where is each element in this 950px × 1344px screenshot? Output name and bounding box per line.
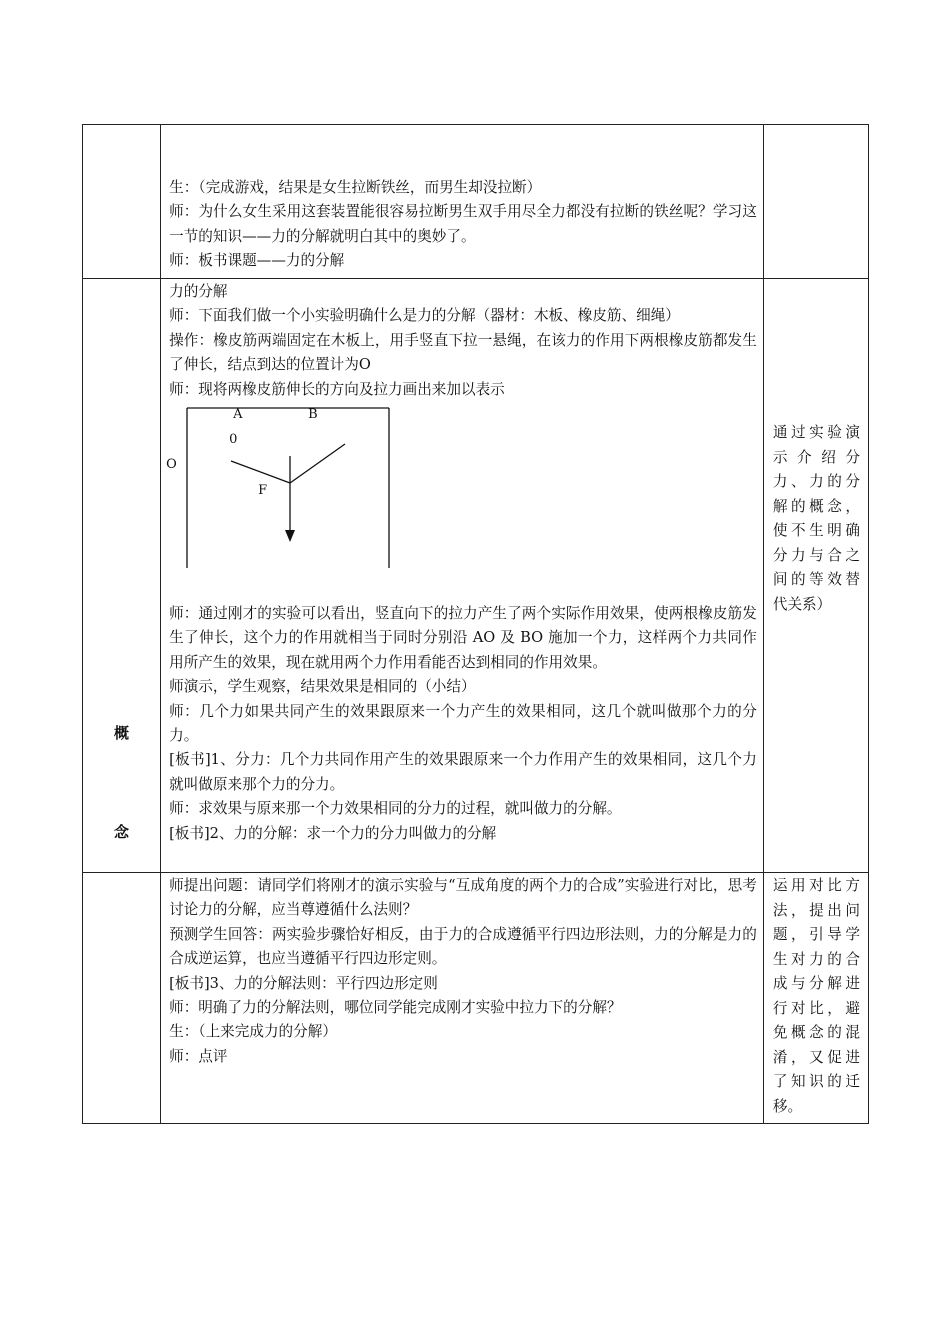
paragraph: 师：点评 [169, 1047, 228, 1065]
paragraph: [板书]1、分力：几个力共同作用产生的效果跟原来一个力作用产生的效果相同，这几个力就叫做原来那个力的分力。 [169, 751, 757, 793]
paragraph: 力的分解 [169, 283, 228, 300]
section-label-char: 概 [114, 724, 130, 742]
label-cell [83, 873, 161, 1124]
paragraph: 师提出问题：请同学们将刚才的演示实验与“互成角度的两个力的合成”实验进行对比，思考讨论力的分解，应当尊遵循什么法则？ [169, 877, 757, 919]
note-cell [763, 125, 868, 279]
content-cell [161, 873, 764, 1124]
paragraph: [板书]3、力的分解法则：平行四边形定则 [169, 974, 438, 992]
rubber-band-b [290, 444, 345, 483]
paragraph: 师：为什么女生采用这套装置能很容易拉断男生双手用尽全力都没有拉断的铁丝呢？学习这一节的知识——力的分解就明白其中的奥妙了。 [169, 203, 757, 245]
rubber-band-a [231, 461, 290, 483]
paragraph: 师演示，学生观察，结果效果是相同的（小结） [169, 678, 476, 696]
note-cell [763, 279, 868, 873]
paragraph: 预测学生回答：两实验步骤恰好相反，由于力的合成遵循平行四边形法则，力的分解是力的合成逆运算，也应当遵循平行四边形定则。 [169, 925, 757, 968]
label-a: A [233, 407, 243, 423]
paragraph: 师：下面我们做一个小实验明确什么是力的分解（器材：木板、橡皮筋、细绳） [169, 307, 680, 325]
force-diagram [157, 402, 457, 570]
label-node: 0 [229, 432, 238, 448]
label-o: O [166, 457, 177, 473]
label-cell [83, 279, 161, 873]
section-label-char: 念 [114, 823, 130, 841]
table-row [83, 279, 869, 873]
lesson-plan-table [82, 124, 869, 1124]
label-f: F [258, 483, 268, 499]
paragraph: 师：求效果与原来那一个力效果相同的分力的过程，就叫做力的分解。 [169, 800, 622, 818]
table-row [83, 125, 869, 279]
paragraph: [板书]2、力的分解：求一个力的分力叫做力的分解 [169, 824, 497, 842]
paragraph: 师：明确了力的分解法则，哪位同学能完成刚才实验中拉力下的分解？ [169, 999, 622, 1017]
paragraph: 师：现将两橡皮筋伸长的方向及拉力画出来加以表示 [169, 380, 505, 398]
content-cell [161, 279, 764, 873]
paragraph: 师：通过刚才的实验可以看出，竖直向下的拉力产生了两个实际作用效果，使两根橡皮筋发生了伸长，这个力的作用就相当于同时分别沿 AO 及 BO 施加一个力，这样两个力共同作用所产生的效果，现在就用两个力作用看能否达到相同的作用效果。 [169, 605, 757, 671]
label-cell [83, 125, 161, 279]
teaching-note: 运用对比方法，提出问题，引导学生对力的合成与分解进行对比，避免概念的混淆，又促进了知识的迁移。 [772, 877, 860, 1115]
teaching-note: 通过实验演示介绍分力、力的分解的概念，使不生明确分力与合之间的等效替代关系） [772, 424, 860, 613]
label-b: B [308, 407, 318, 423]
force-f-arrowhead [285, 530, 295, 542]
content-cell [161, 125, 764, 279]
note-cell [763, 873, 868, 1124]
paragraph: 生：（完成游戏，结果是女生拉断铁丝，而男生却没拉断） [169, 179, 542, 196]
paragraph: 生：（上来完成力的分解） [169, 1023, 337, 1041]
paragraph: 师：板书课题——力的分解 [169, 252, 345, 270]
table-row [83, 873, 869, 1124]
paragraph: 操作：橡皮筋两端固定在木板上，用手竖直下拉一悬绳，在该力的作用下两根橡皮筋都发生了伸长，结点到达的位置计为O [169, 331, 757, 374]
force-diagram-drawing [157, 402, 457, 570]
paragraph: 师：几个力如果共同产生的效果跟原来一个力产生的效果相同，这几个就叫做那个力的分力。 [169, 702, 757, 745]
